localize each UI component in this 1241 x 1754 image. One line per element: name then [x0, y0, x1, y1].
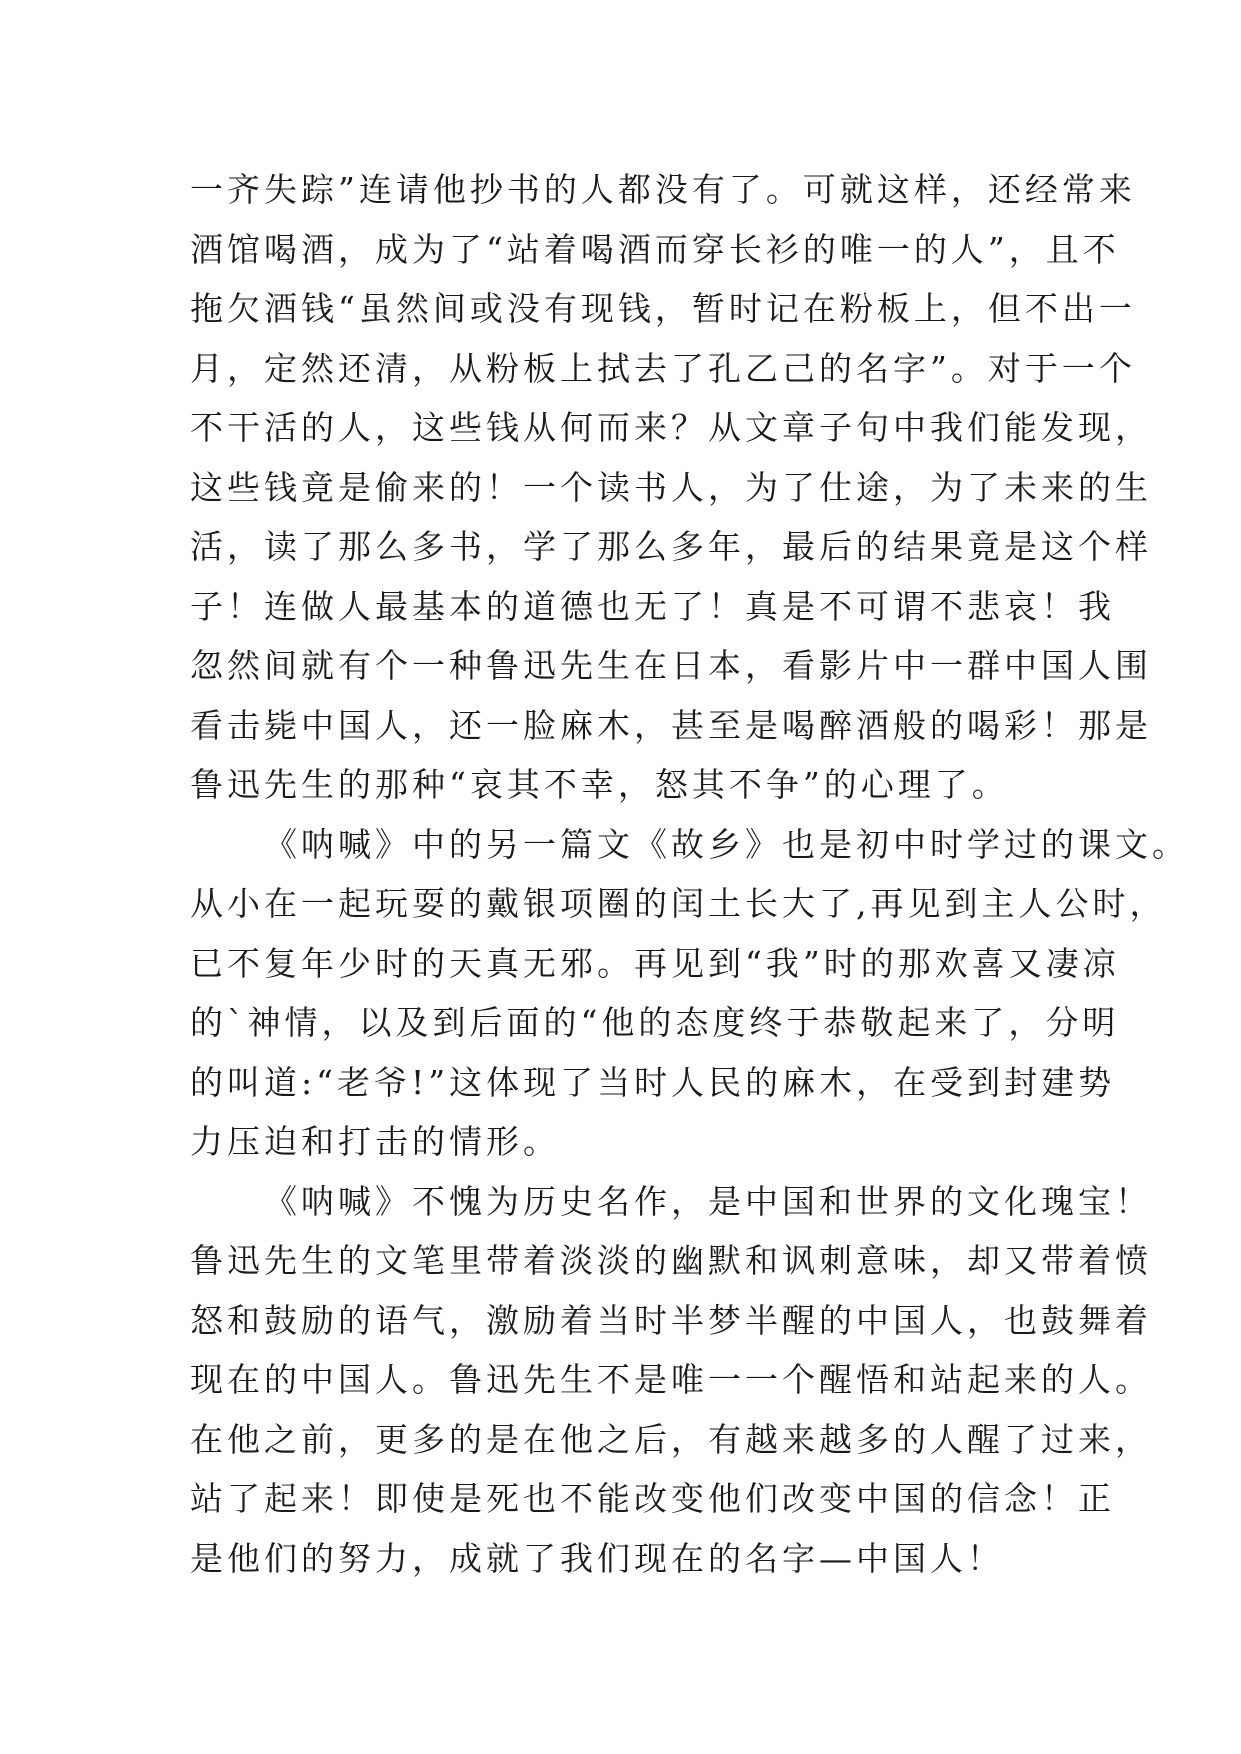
text-line-indented: 《呐喊》中的另一篇文《故乡》也是初中时学过的课文。 [264, 824, 1189, 864]
text-line: 从小在一起玩耍的戴银项圈的闰土长大了,再见到主人公时， [190, 884, 1167, 923]
text-line: 是他们的努力，成就了我们现在的名字—中国人！ [190, 1538, 1004, 1578]
text-line: 活，读了那么多书，学了那么多年，最后的结果竟是这个样 [190, 527, 1152, 566]
text-line: 一齐失踪”连请他抄书的人都没有了。可就这样，还经常来 [190, 170, 1136, 209]
text-line: 酒馆喝酒，成为了“站着喝酒而穿长衫的唯一的人”，且不 [190, 229, 1120, 269]
text-line: 看击毙中国人，还一脸麻木，甚至是喝醉酒般的喝彩！那是 [190, 705, 1152, 745]
paragraph-1 [190, 160, 1152, 815]
text-line: 在他之前，更多的是在他之后，有越来越多的人醒了过来， [190, 1419, 1152, 1459]
text-line: 怒和鼓励的语气，激励着当时半梦半醒的中国人，也鼓舞着 [190, 1300, 1152, 1340]
text-line: 鲁迅先生的那种“哀其不幸，怒其不争”的心理了。 [190, 765, 1009, 804]
text-line: 拖欠酒钱“虽然间或没有现钱，暂时记在粉板上，但不出一 [190, 289, 1136, 328]
paragraph-3 [190, 1172, 1152, 1589]
text-line: 子！连做人最基本的道德也无了！真是不可谓不悲哀！我 [190, 586, 1115, 626]
paragraph-2 [190, 815, 1189, 1172]
text-line: 现在的中国人。鲁迅先生不是唯一一个醒悟和站起来的人。 [190, 1360, 1152, 1399]
text-line: 不干活的人，这些钱从何而来？从文章子句中我们能发现， [190, 408, 1152, 447]
text-line: 这些钱竟是偷来的！一个读书人，为了仕途，为了未来的生 [190, 467, 1152, 507]
text-line: 力压迫和打击的情形。 [190, 1122, 560, 1161]
text-line: 的`神情，以及到后面的“他的态度终于恭敬起来了，分明 [190, 1003, 1120, 1042]
text-line: 鲁迅先生的文笔里带着淡淡的幽默和讽刺意味，却又带着愤 [190, 1241, 1152, 1280]
text-line: 已不复年少时的天真无邪。再见到“我”时的那欢喜又凄凉 [190, 943, 1120, 983]
text-line: 月，定然还清，从粉板上拭去了孔乙己的名字”。对于一个 [190, 348, 1136, 388]
text-line: 的叫道:“老爷!”这体现了当时人民的麻木，在受到封建势 [190, 1062, 1116, 1102]
text-line-indented: 《呐喊》不愧为历史名作，是中国和世界的文化瑰宝！ [264, 1181, 1152, 1221]
text-line: 站了起来！即使是死也不能改变他们改变中国的信念！正 [190, 1479, 1115, 1518]
text-line: 忽然间就有个一种鲁迅先生在日本，看影片中一群中国人围 [190, 646, 1152, 685]
document-body [190, 160, 1189, 1588]
